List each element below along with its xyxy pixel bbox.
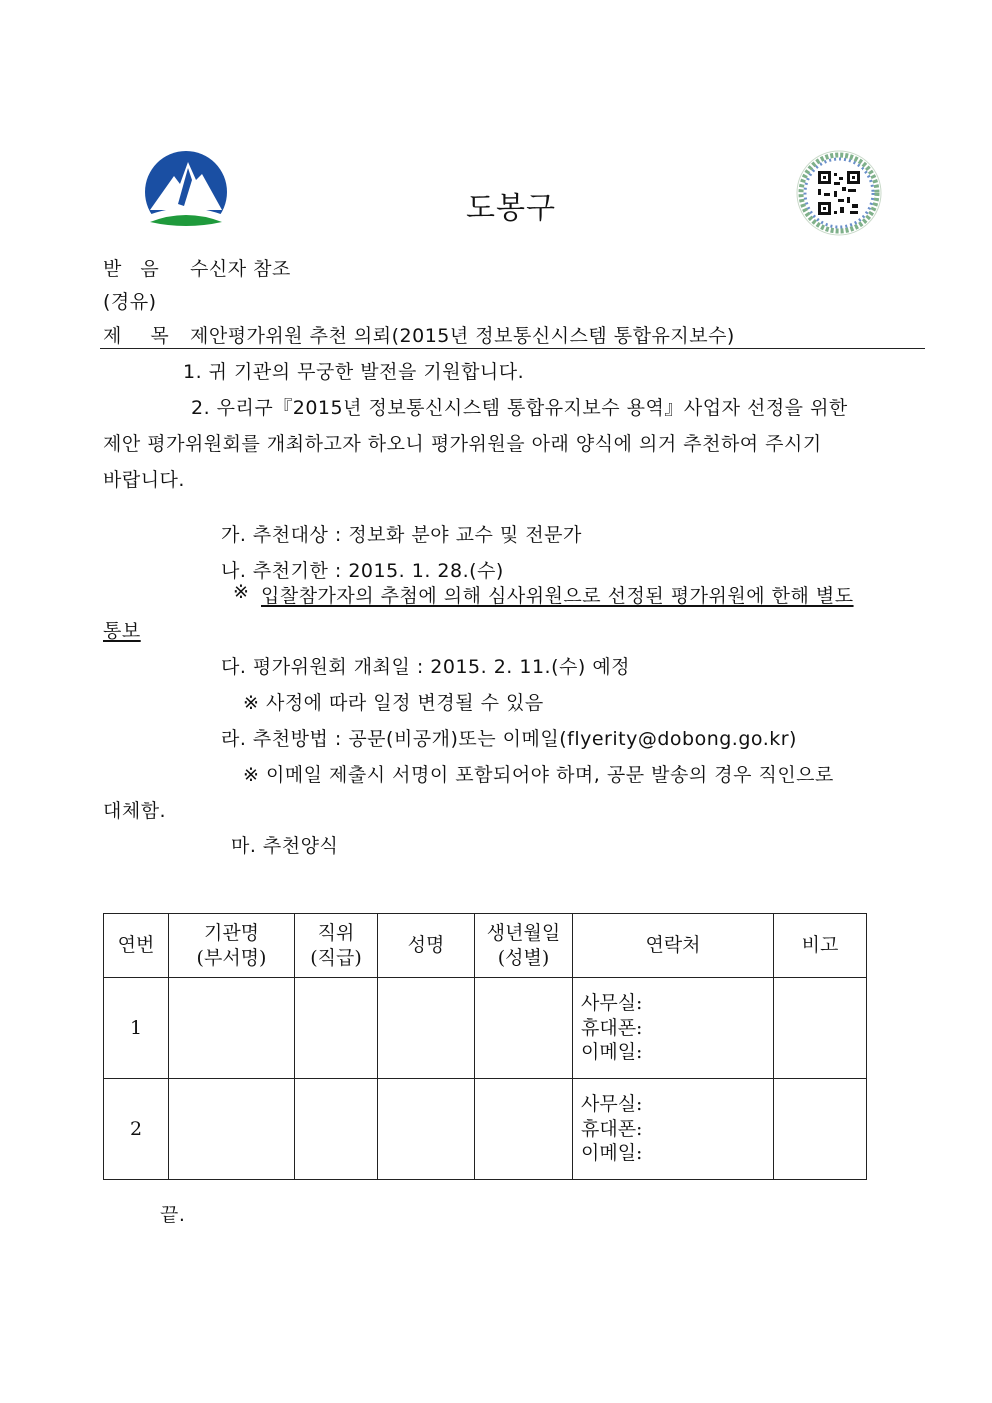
item-ra: 라. 추천방법 : 공문(비공개)또는 이메일(flyerity@dobong.go.kr) <box>221 728 797 750</box>
position-cell[interactable] <box>295 978 378 1079</box>
birthdate-cell[interactable] <box>475 978 573 1079</box>
row-number: 2 <box>104 1079 169 1180</box>
closing-mark: 끝. <box>160 1204 186 1226</box>
table-row <box>104 1079 867 1180</box>
note-ra-line-1: ※ 이메일 제출시 서명이 포함되어야 하며, 공문 발송의 경우 직인으로 <box>243 764 834 786</box>
header-divider <box>100 348 925 349</box>
col-header-number: 연번 <box>104 914 169 978</box>
remarks-cell[interactable] <box>774 1079 867 1180</box>
recipient-value: 수신자 참조 <box>190 258 291 280</box>
email-label: 이메일: <box>581 1142 643 1165</box>
col-header-contact: 연락처 <box>573 914 774 978</box>
row-number: 1 <box>104 978 169 1079</box>
name-cell[interactable] <box>378 1079 475 1180</box>
subject-value: 제안평가위원 추천 의뢰(2015년 정보통신시스템 통합유지보수) <box>190 325 735 347</box>
paragraph-2-line-1: 2. 우리구『2015년 정보통신시스템 통합유지보수 용역』사업자 선정을 위한 <box>191 397 848 419</box>
note-na-line-2: 통보 <box>103 620 141 642</box>
recommendation-form-table <box>103 913 867 1180</box>
position-cell[interactable] <box>295 1079 378 1180</box>
office-label: 사무실: <box>581 1092 643 1115</box>
item-ma: 마. 추천양식 <box>231 835 339 857</box>
col-header-name: 성명 <box>378 914 475 978</box>
email-label: 이메일: <box>581 1041 643 1064</box>
birthdate-cell[interactable] <box>475 1079 573 1180</box>
paragraph-2-line-2: 제안 평가위원회를 개최하고자 하오니 평가위원을 아래 양식에 의거 추천하여 주시기 <box>103 433 822 455</box>
table-header-row <box>104 914 867 978</box>
contact-cell[interactable] <box>573 978 774 1079</box>
recipient-label: 받 음 <box>103 258 160 280</box>
col-header-birthdate: 생년월일 (성별) <box>475 914 573 978</box>
paragraph-1: 1. 귀 기관의 무궁한 발전을 기원합니다. <box>183 361 525 383</box>
note-da: ※ 사정에 따라 일정 변경될 수 있음 <box>243 692 544 714</box>
item-ga: 가. 추천대상 : 정보화 분야 교수 및 전문가 <box>221 524 582 546</box>
name-cell[interactable] <box>378 978 475 1079</box>
dobong-logo-icon <box>140 150 232 236</box>
mobile-label: 휴대폰: <box>581 1117 643 1140</box>
col-header-position: 직위 (직급) <box>295 914 378 978</box>
office-label: 사무실: <box>581 991 643 1014</box>
item-na: 나. 추천기한 : 2015. 1. 28.(수) <box>221 560 504 582</box>
table-row <box>104 978 867 1079</box>
mobile-label: 휴대폰: <box>581 1016 643 1039</box>
subject-label: 제 목 <box>103 325 170 347</box>
organization-cell[interactable] <box>169 978 295 1079</box>
paragraph-2-line-3: 바랍니다. <box>103 469 185 491</box>
contact-cell[interactable] <box>573 1079 774 1180</box>
org-title: 도봉구 <box>466 191 556 226</box>
organization-cell[interactable] <box>169 1079 295 1180</box>
note-ra-line-2: 대체함. <box>103 800 167 822</box>
col-header-organization: 기관명 (부서명) <box>169 914 295 978</box>
via-label: (경유) <box>103 291 157 313</box>
note-na-line-1: 입찰참가자의 추첨에 의해 심사위원으로 선정된 평가위원에 한해 별도 <box>261 585 854 607</box>
remarks-cell[interactable] <box>774 978 867 1079</box>
col-header-remarks: 비고 <box>774 914 867 978</box>
item-da: 다. 평가위원회 개최일 : 2015. 2. 11.(수) 예정 <box>221 656 631 678</box>
note-na-mark: ※ <box>233 581 250 603</box>
qr-code-icon <box>794 149 884 237</box>
